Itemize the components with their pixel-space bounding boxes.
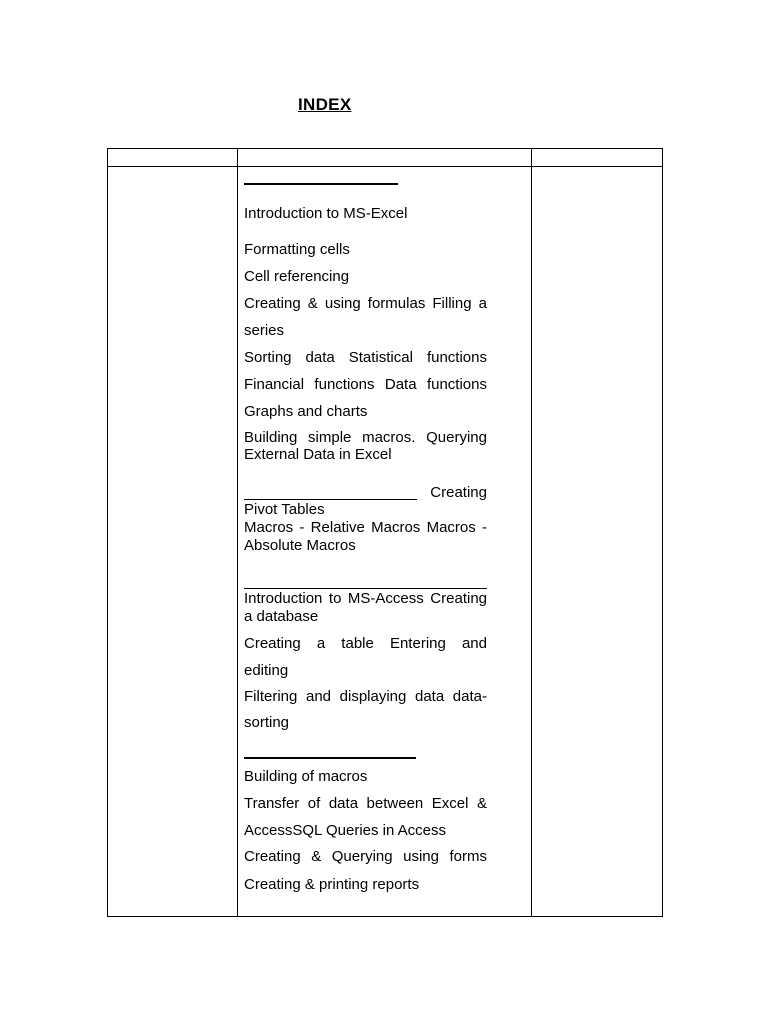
entry-simple-macros: Building simple macros. Querying	[244, 429, 487, 446]
entry-database: a database	[244, 608, 319, 625]
entry-formulas-cont: series	[244, 322, 285, 339]
entry-graphs-charts: Graphs and charts	[244, 403, 368, 420]
entry-filtering: Filtering and displaying data data-	[244, 688, 487, 705]
entry-forms: Creating & Querying using forms	[244, 848, 487, 865]
section-rule-3	[244, 588, 487, 589]
entry-creating-table: Creating a table Entering and	[244, 635, 487, 652]
entry-formulas: Creating & using formulas Filling a	[244, 295, 487, 312]
table-column-divider-1	[237, 148, 238, 917]
table-left-border	[107, 148, 108, 917]
section-rule-1	[244, 183, 398, 185]
entry-sorting-statistical: Sorting data Statistical functions	[244, 349, 487, 366]
entry-transfer-data: Transfer of data between Excel &	[244, 795, 487, 812]
table-right-border	[662, 148, 663, 917]
entry-sql-queries: AccessSQL Queries in Access	[244, 822, 447, 839]
table-top-border	[107, 148, 663, 149]
entry-intro-access: Introduction to MS-Access Creating	[244, 590, 487, 607]
entry-reports: Creating & printing reports	[244, 876, 420, 893]
entry-relative-macros: Macros - Relative Macros Macros -	[244, 519, 487, 536]
entry-cell-referencing: Cell referencing	[244, 268, 350, 285]
table-column-divider-2	[531, 148, 532, 917]
entry-external-data: External Data in Excel	[244, 446, 392, 463]
entry-pivot-tables: Pivot Tables	[244, 501, 325, 518]
entry-intro-excel: Introduction to MS-Excel	[244, 205, 408, 222]
entry-absolute-macros: Absolute Macros	[244, 537, 356, 554]
entry-formatting-cells: Formatting cells	[244, 241, 350, 258]
entry-editing: editing	[244, 662, 289, 679]
entry-creating: Creating	[430, 484, 487, 501]
table-bottom-border	[107, 916, 663, 917]
section-rule-4	[244, 757, 416, 759]
entry-sorting: sorting	[244, 714, 290, 731]
entry-building-macros: Building of macros	[244, 768, 368, 785]
page-title: INDEX	[298, 95, 352, 114]
table-header-divider	[107, 166, 663, 167]
entry-financial-data: Financial functions Data functions	[244, 376, 487, 393]
